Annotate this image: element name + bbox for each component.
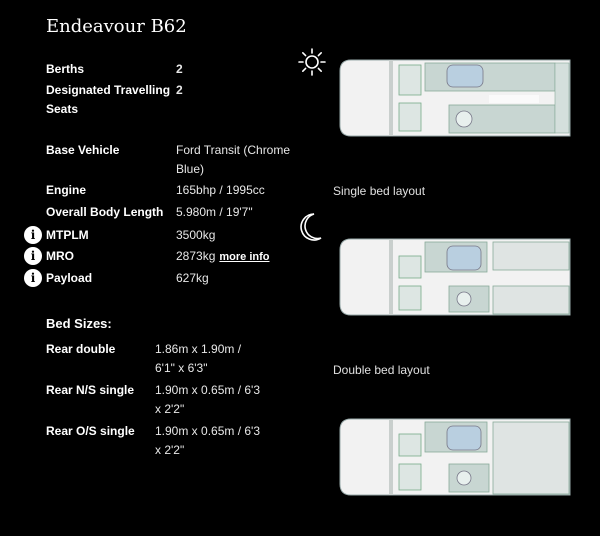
floorplan-single-bed [339, 238, 571, 316]
spec-base-vehicle-line2: Blue) [176, 162, 205, 176]
bed-rear-double-line1: 1.86m x 1.90m / [155, 342, 242, 356]
single-bed-layout-caption: Single bed layout [333, 184, 426, 198]
bed-rear-ns-value [155, 381, 260, 419]
bed-rear-double-label: Rear double [46, 342, 116, 356]
spec-mro-value [176, 247, 270, 267]
bed-sizes-heading: Bed Sizes: [46, 316, 112, 331]
spec-mtplm-label: MTPLM [46, 228, 89, 242]
spec-seats-label-line2: Seats [46, 102, 79, 116]
spec-base-vehicle-value [176, 141, 290, 179]
floorplan-day [339, 59, 571, 137]
sun-icon[interactable] [298, 48, 326, 76]
spec-berths-value: 2 [176, 62, 183, 76]
bed-rear-os-value [155, 422, 260, 460]
page-title: Endeavour B62 [46, 16, 187, 37]
spec-base-vehicle-line1: Ford Transit (Chrome [176, 143, 291, 157]
mtplm-info-icon[interactable]: i [24, 226, 42, 244]
bed-rear-os-label: Rear O/S single [46, 424, 135, 438]
floorplan-double-bed [339, 418, 571, 496]
spec-engine-label: Engine [46, 183, 87, 197]
moon-icon[interactable] [298, 212, 324, 242]
spec-seats-label [46, 81, 170, 119]
bed-rear-double-value [155, 340, 241, 378]
bed-rear-double-line2: 6'1" x 6'3" [155, 361, 208, 375]
spec-base-vehicle-label: Base Vehicle [46, 143, 120, 157]
double-bed-layout-caption: Double bed layout [333, 363, 430, 377]
bed-rear-ns-line2: x 2'2" [155, 402, 185, 416]
spec-berths-label: Berths [46, 62, 85, 76]
bed-rear-os-line1: 1.90m x 0.65m / 6'3 [155, 424, 261, 438]
spec-seats-label-line1: Designated Travelling [46, 83, 171, 97]
spec-seats-value: 2 [176, 83, 183, 97]
bed-rear-ns-label: Rear N/S single [46, 383, 135, 397]
spec-engine-value: 165bhp / 1995cc [176, 183, 265, 197]
bed-rear-os-line2: x 2'2" [155, 443, 185, 457]
mro-value-text: 2873kg [176, 249, 216, 263]
spec-length-label: Overall Body Length [46, 205, 164, 219]
more-info-link[interactable]: more info [219, 251, 270, 263]
spec-payload-value: 627kg [176, 271, 209, 285]
spec-length-value: 5.980m / 19'7" [176, 205, 253, 219]
payload-info-icon[interactable]: i [24, 269, 42, 287]
bed-rear-ns-line1: 1.90m x 0.65m / 6'3 [155, 383, 261, 397]
spec-mtplm-value: 3500kg [176, 228, 216, 242]
spec-payload-label: Payload [46, 271, 93, 285]
spec-mro-label: MRO [46, 249, 74, 263]
mro-info-icon[interactable]: i [24, 247, 42, 265]
